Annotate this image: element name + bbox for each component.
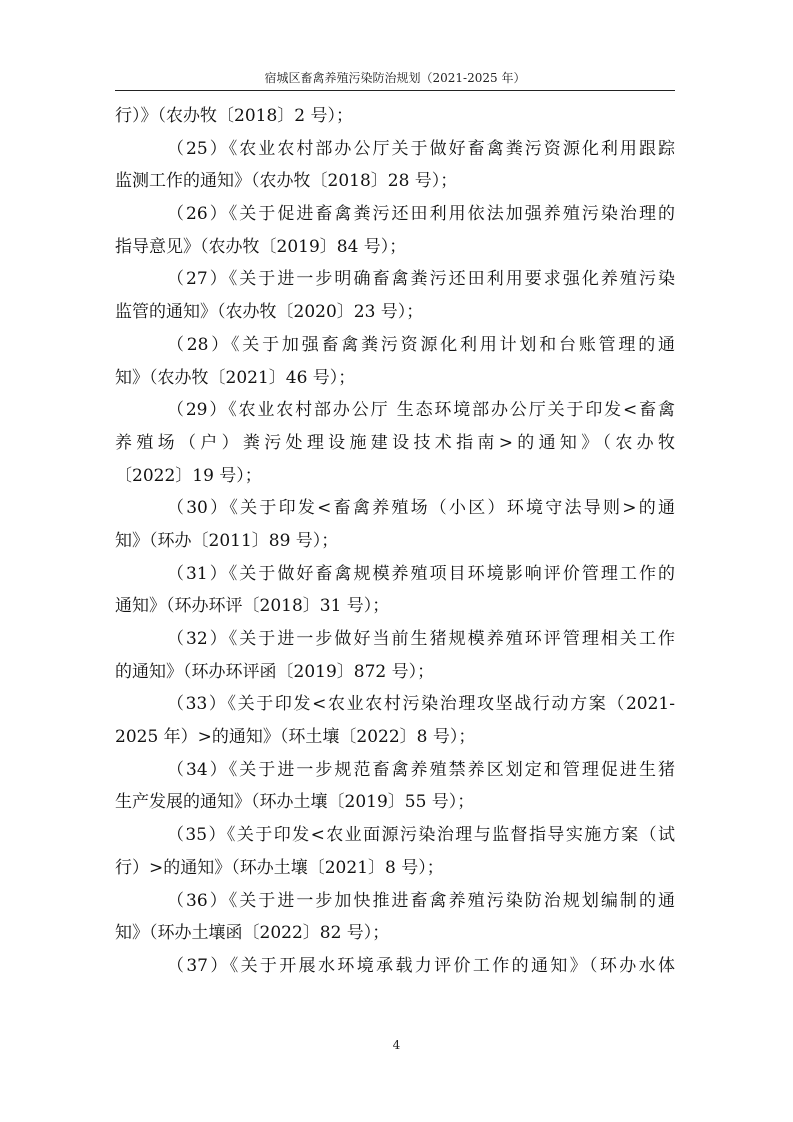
- document-body: [115, 100, 675, 983]
- text-line: （28）《关于加强畜禽粪污资源化利用计划和台账管理的通: [167, 334, 675, 355]
- text-line: 2025 年）>的通知》（环土壤〔2022〕8 号）；: [115, 727, 476, 748]
- text-line: （29）《农业农村部办公厅 生态环境部办公厅关于印发<畜禽: [167, 400, 675, 421]
- text-line: 行）>的通知》（环办土壤〔2021〕8 号）；: [115, 857, 444, 878]
- text-line: 知》（环办土壤函〔2022〕82 号）；: [115, 923, 390, 944]
- text-line: （33）《关于印发<农业农村污染治理攻坚战行动方案（2021-: [167, 694, 675, 715]
- text-line: 的通知》（环办环评函〔2019〕872 号）；: [115, 661, 435, 682]
- text-line: 行）》（农办牧〔2018〕2 号）；: [115, 106, 353, 126]
- text-line: 〔2022〕19 号）；: [115, 465, 262, 486]
- text-line: （32）《关于进一步做好当前生猪规模养殖环评管理相关工作: [167, 629, 675, 649]
- text-line: 知》（环办〔2011〕89 号）；: [115, 530, 339, 551]
- text-line: 指导意见》（农办牧〔2019〕84 号）；: [115, 236, 407, 257]
- text-line: （31）《关于做好畜禽规模养殖项目环境影响评价管理工作的: [167, 563, 675, 584]
- text-line: 监管的通知》（农办牧〔2020〕23 号）；: [115, 302, 424, 323]
- text-line: （36）《关于进一步加快推进畜禽养殖污染防治规划编制的通: [167, 890, 675, 911]
- text-line: （25）《农业农村部办公厅关于做好畜禽粪污资源化利用跟踪: [167, 138, 675, 159]
- text-line: （34）《关于进一步规范畜禽养殖禁养区划定和管理促进生猪: [167, 759, 675, 780]
- text-line: （37）《关于开展水环境承载力评价工作的通知》（环办水体: [167, 955, 675, 976]
- text-line: （30）《关于印发<畜禽养殖场（小区）环境守法导则>的通: [167, 498, 675, 519]
- text-line: 生产发展的通知》（环办土壤〔2019〕55 号）；: [115, 792, 475, 813]
- text-line: （27）《关于进一步明确畜禽粪污还田利用要求强化养殖污染: [167, 269, 675, 290]
- header-divider: [115, 90, 675, 91]
- text-line: （26）《关于促进畜禽粪污还田利用依法加强养殖污染治理的: [167, 204, 675, 225]
- text-line: 通知》（环办环评〔2018〕31 号）；: [115, 596, 390, 617]
- text-line: （35）《关于印发<农业面源污染治理与监督指导实施方案（试: [167, 825, 675, 846]
- page-header: 宿城区畜禽养殖污染防治规划（2021-2025 年）: [264, 71, 526, 85]
- page-number: 4: [392, 1038, 401, 1052]
- text-line: 监测工作的通知》（农办牧〔2018〕28 号）；: [115, 171, 458, 192]
- text-line: 知》（农办牧〔2021〕46 号）；: [115, 367, 356, 388]
- text-line: 养殖场（户）粪污处理设施建设技术指南>的通知》（农办牧: [115, 432, 675, 453]
